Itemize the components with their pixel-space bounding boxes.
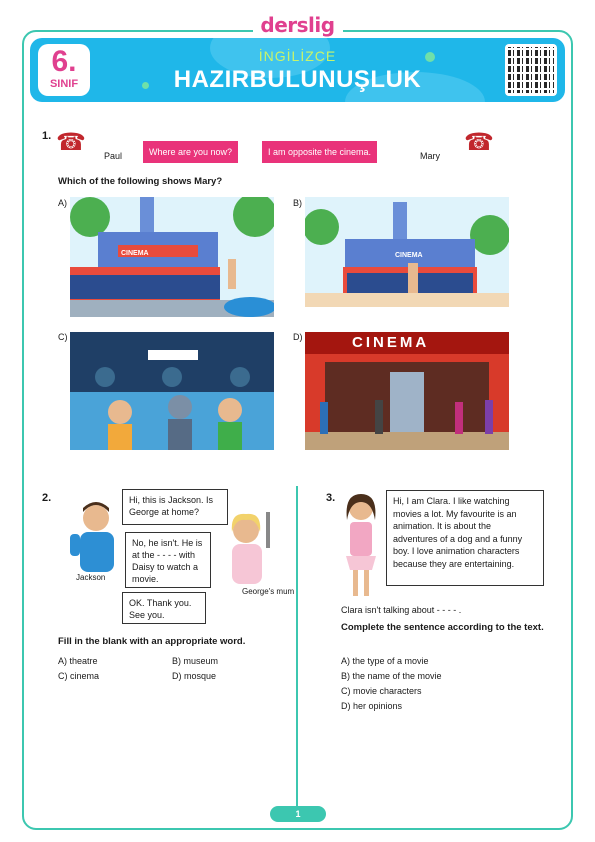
option-d-label[interactable]: D) — [293, 332, 303, 342]
q3-number: 3. — [326, 492, 336, 504]
clara-illustration — [338, 490, 384, 600]
option-c-image[interactable] — [70, 332, 274, 450]
option-a-label[interactable]: A) — [58, 198, 67, 208]
label-georges-mum: George's mum — [242, 587, 295, 596]
q3-option-d[interactable]: D) her opinions — [341, 701, 403, 711]
q2-question: Fill in the blank with an appropriate word. — [58, 636, 246, 647]
phone-icon: ☎ — [464, 129, 494, 156]
cinema-sign-b: CINEMA — [395, 252, 423, 259]
q1-left-name: Paul — [104, 151, 123, 161]
georges-mum-illustration — [222, 512, 278, 588]
label-jackson: Jackson — [76, 573, 106, 582]
qr-code[interactable] — [505, 44, 557, 96]
q2-option-a[interactable]: A) theatre — [58, 656, 98, 666]
q3-statement: Clara isn't talking about - - - - . — [341, 605, 462, 615]
subject-label: İNGİLİZCE — [258, 48, 337, 64]
q3-option-b[interactable]: B) the name of the movie — [341, 671, 442, 681]
q2-option-b[interactable]: B) museum — [172, 656, 219, 666]
movie-theater-audience-illustration — [70, 332, 274, 450]
phone-icon: ☎ — [56, 129, 86, 156]
option-c-label[interactable]: C) — [58, 332, 68, 342]
speech-clara: Hi, I am Clara. I like watching movies a lot. My favourite is an animation. It is about the adventures of a dog and a funny boy. I love animation characters because they are entertaining. — [386, 490, 544, 586]
q1-number: 1. — [42, 130, 52, 142]
cinema-sign-a: CINEMA — [121, 250, 149, 257]
cinema-street-illustration — [70, 197, 274, 317]
q2-number: 2. — [42, 492, 52, 504]
q1-bubble-right: I am opposite the cinema. — [262, 141, 377, 163]
grade-label: SINIF — [49, 78, 79, 90]
speech-jackson-2: OK. Thank you. See you. — [122, 592, 206, 624]
q2-option-d[interactable]: D) mosque — [172, 671, 217, 681]
speech-mum: No, he isn't. He is at the - - - - with Daisy to watch a movie. — [125, 532, 211, 588]
brand-logo: derslig — [253, 14, 343, 38]
page-number: 1 — [270, 806, 326, 822]
q1-right-name: Mary — [420, 151, 440, 161]
grade-number: 6. — [51, 45, 77, 78]
q1-bubble-left: Where are you now? — [143, 141, 238, 163]
q3-option-a[interactable]: A) the type of a movie — [341, 656, 429, 666]
header-banner — [30, 38, 565, 102]
q1-question: Which of the following shows Mary? — [58, 176, 223, 187]
qr-code-pattern — [508, 47, 554, 93]
option-b-label[interactable]: B) — [293, 198, 302, 208]
cinema-sign-d: CINEMA — [352, 334, 430, 351]
column-divider — [296, 486, 298, 806]
jackson-illustration — [66, 500, 122, 576]
q2-option-c[interactable]: C) cinema — [58, 671, 100, 681]
option-a-image[interactable] — [70, 197, 274, 317]
speech-jackson-1: Hi, this is Jackson. Is George at home? — [122, 489, 228, 525]
page-title: HAZIRBULUNUŞLUK — [173, 66, 422, 93]
q3-question: Complete the sentence according to the text. — [341, 622, 544, 633]
q3-option-c[interactable]: C) movie characters — [341, 686, 422, 696]
